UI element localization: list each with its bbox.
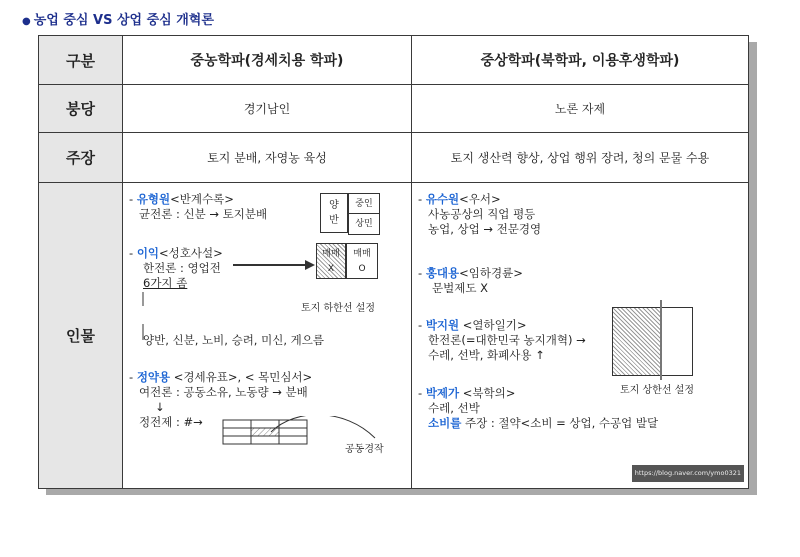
- row-jujang: [39, 133, 749, 183]
- ik-name: 이익: [136, 246, 160, 261]
- park-land-hatched: [612, 307, 663, 376]
- parkje-name: 박제가: [425, 386, 460, 401]
- park-book: <열하일기>: [459, 318, 527, 333]
- sobi-line: 주장 : 절약<소비 = 상업, 수공업 발달: [461, 416, 659, 431]
- park-line2: 수레, 선박, 화폐사용 ↑: [428, 348, 545, 363]
- ik-line2: 6가지 좀: [143, 276, 188, 291]
- header-jungsang: 중상학파(북학파, 이용후생학파): [412, 36, 749, 85]
- ik-arrow-icon: [233, 258, 315, 272]
- jeong-book: <경세유표>, < 목민심서>: [170, 370, 313, 385]
- jujang-jungsang: 토지 생산력 향상, 상업 행위 장려, 청의 문물 수용: [412, 133, 749, 183]
- header-jungnong: 중농학파(경세치용 학파): [123, 36, 412, 85]
- parkje-book: <북학의>: [459, 386, 516, 401]
- park-prefix: -: [418, 318, 426, 333]
- jujang-jungnong: 토지 분배, 자영농 육성: [123, 133, 412, 183]
- ik-prefix: -: [129, 246, 137, 261]
- hong-book: <임하경륜>: [459, 266, 523, 281]
- jungin-box: 중인: [348, 193, 380, 215]
- label-bungdang: 붕당: [39, 85, 123, 133]
- sobi-name: 소비를: [428, 416, 462, 431]
- ik-line1: 한전론 : 영업전: [143, 261, 221, 276]
- bungdang-jungnong: 경기남인: [123, 85, 412, 133]
- park-name: 박지원: [425, 318, 460, 333]
- parkje-line1: 수레, 선박: [428, 401, 480, 416]
- label-inmul: 인물: [39, 183, 123, 489]
- ik-line3: 양반, 신분, 노비, 승려, 미신, 게으름: [143, 333, 324, 348]
- yu-prefix: -: [129, 192, 137, 207]
- yu-diagram-b: 반: [329, 215, 339, 227]
- jeong-line2: 정전제 : #→: [139, 415, 203, 430]
- jeong-caption: 공동경작: [345, 444, 384, 456]
- row-bungdang: [39, 85, 749, 133]
- parkje-prefix: -: [418, 386, 426, 401]
- hong-prefix: -: [418, 266, 426, 281]
- sangmin-box: 상민: [348, 213, 380, 235]
- title-text: 농업 중심 VS 상업 중심 개혁론: [33, 13, 214, 28]
- yu-book: <반계수록>: [170, 192, 234, 207]
- park-limit-line: [660, 300, 662, 380]
- ik-sale-o-box: 매매 O: [346, 243, 378, 279]
- jeong-name: 정약용: [136, 370, 171, 385]
- yusu-block: [418, 192, 541, 237]
- yu-line: 균전론 : 신분 → 토지분배: [139, 207, 268, 222]
- hong-block: [418, 266, 523, 296]
- park-land-plain: [661, 307, 693, 376]
- inmul-jungsang: [412, 183, 749, 489]
- yu-diagram-a: 양: [329, 200, 339, 212]
- yusu-book: <우서>: [459, 192, 501, 207]
- yu-name: 유형원: [136, 192, 171, 207]
- ik-caption: 토지 하한선 설정: [301, 303, 375, 315]
- bullet-icon: ●: [22, 16, 31, 27]
- hong-line1: 문벌제도 X: [432, 281, 488, 296]
- yu-block: [129, 192, 267, 222]
- ik-book: <성호사설>: [159, 246, 223, 261]
- yangban-box: [320, 193, 348, 233]
- park-line1: 한전론(=대한민국 농지개혁) →: [428, 333, 586, 348]
- yusu-line2: 농업, 상업 → 전문경영: [428, 222, 542, 237]
- park-caption: 토지 상한선 설정: [620, 385, 694, 397]
- comparison-table: [38, 35, 749, 489]
- bungdang-jungsang: 노론 자제: [412, 85, 749, 133]
- inmul-jungnong: [123, 183, 412, 489]
- parkje-block: [418, 386, 658, 431]
- jeong-line1: 여전론 : 공동소유, 노동량 → 분배: [139, 385, 308, 400]
- yusu-line1: 사농공상의 직업 평등: [428, 207, 536, 222]
- header-label: 구분: [39, 36, 123, 85]
- yusu-prefix: -: [418, 192, 426, 207]
- yusu-name: 유수원: [425, 192, 460, 207]
- label-jujang: 주장: [39, 133, 123, 183]
- hong-name: 홍대용: [425, 266, 460, 281]
- park-block: [418, 318, 586, 363]
- page-title: [22, 9, 214, 28]
- down-arrow-icon: ↓: [155, 400, 165, 415]
- jeong-prefix: -: [129, 370, 137, 385]
- row-inmul: [39, 183, 749, 489]
- ik-sale-x-box: 매매 X: [316, 243, 346, 279]
- watermark: https://blog.naver.com/ymo0321: [632, 465, 744, 482]
- header-row: [39, 36, 749, 85]
